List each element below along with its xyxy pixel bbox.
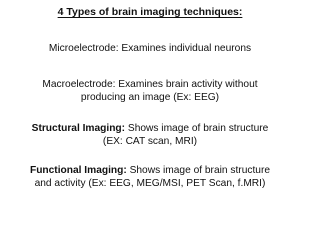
technique-line-2: (EX: CAT scan, MRI) — [102, 136, 198, 147]
technique-microelectrode — [0, 42, 300, 55]
slide-title-text: 4 Types of brain imaging techniques: — [57, 6, 243, 18]
technique-line-2: producing an image (Ex: EEG) — [80, 92, 220, 103]
technique-description: : Examines individual neurons — [115, 43, 252, 54]
technique-structural-imaging — [0, 122, 300, 148]
technique-term: Macroelectrode — [42, 79, 113, 90]
technique-term: Functional Imaging: — [29, 165, 127, 176]
technique-line-1 — [0, 78, 300, 91]
technique-description: Shows image of brain structure — [125, 123, 269, 134]
technique-line-1 — [0, 122, 300, 135]
technique-description: : Examines brain activity without — [112, 79, 258, 90]
technique-term: Structural Imaging: — [31, 123, 126, 134]
technique-functional-imaging — [0, 164, 300, 190]
technique-line-2: and activity (Ex: EEG, MEG/MSI, PET Scan, f.MRI) — [34, 178, 266, 189]
slide-title — [0, 6, 300, 19]
technique-term: Microelectrode — [48, 43, 116, 54]
technique-line-1 — [0, 42, 300, 55]
technique-macroelectrode — [0, 78, 300, 104]
technique-line-1 — [0, 164, 300, 177]
technique-description: Shows image of brain structure — [126, 165, 271, 176]
